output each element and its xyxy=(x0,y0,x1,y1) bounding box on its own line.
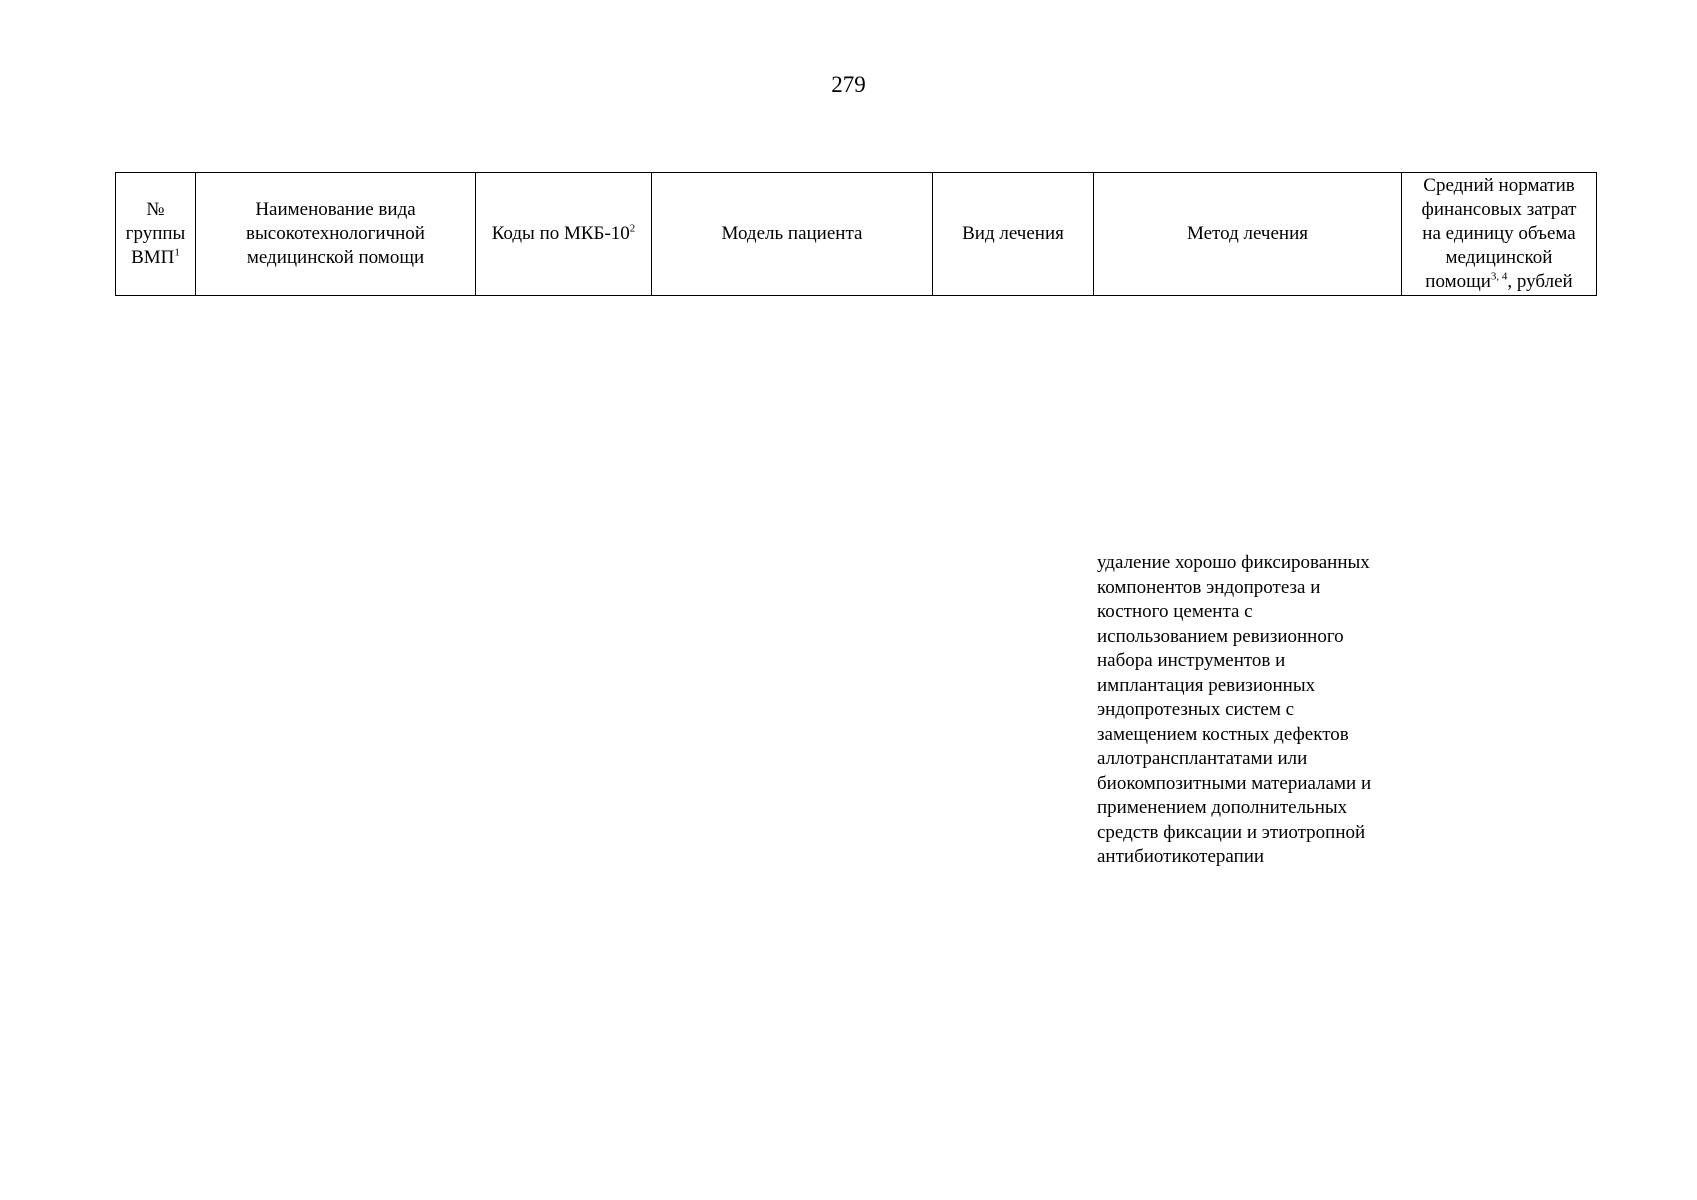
header-average-cost-line1: Средний норматив xyxy=(1423,175,1575,196)
method-text-line: эндопротезных систем с xyxy=(1097,699,1295,720)
header-icd-codes xyxy=(476,173,652,296)
footnote-marker-3-4: 3, 4 xyxy=(1490,270,1508,283)
method-text-line: удаление хорошо фиксированных xyxy=(1097,552,1370,573)
method-text-line: средств фиксации и этиотропной xyxy=(1097,821,1366,843)
header-average-cost-line4: медицинской xyxy=(1445,247,1553,268)
page-number: 279 xyxy=(831,72,866,97)
method-text-line: замещением костных дефектов xyxy=(1097,723,1349,745)
treatment-method-text xyxy=(1097,551,1397,870)
header-care-name-line1: Наименование вида xyxy=(255,199,416,220)
header-average-cost-suffix: , рублей xyxy=(1507,271,1573,292)
header-group-number-vmp: ВМП xyxy=(131,247,175,268)
header-average-cost-line5 xyxy=(1406,270,1592,294)
header-group-number-line2: группы xyxy=(125,223,186,244)
header-group-number-line1: № xyxy=(146,199,165,220)
header-icd-codes-text: Коды по МКБ-10 xyxy=(491,223,630,244)
header-average-cost-prefix: помощи xyxy=(1425,271,1491,292)
method-text-line: использованием ревизионного xyxy=(1097,625,1344,647)
method-text-line: костного цемента с xyxy=(1097,601,1253,622)
table-header xyxy=(115,172,1597,296)
header-average-cost xyxy=(1402,173,1597,296)
method-text-line: антибиотикотерапии xyxy=(1097,846,1265,867)
method-text-line: аллотрансплантатами или xyxy=(1097,748,1308,769)
method-text-line: имплантация ревизионных xyxy=(1097,674,1316,696)
header-treatment-type: Вид лечения xyxy=(933,173,1094,296)
header-care-name-line3: медицинской помощи xyxy=(246,247,425,268)
method-text-line: набора инструментов и xyxy=(1097,650,1286,671)
header-treatment-method: Метод лечения xyxy=(1094,173,1402,296)
footnote-marker-1: 1 xyxy=(174,246,180,259)
header-group-number xyxy=(116,173,196,296)
header-average-cost-line2: финансовых затрат xyxy=(1421,199,1577,220)
method-text-line: применением дополнительных xyxy=(1097,797,1348,818)
method-text-line: биокомпозитными материалами и xyxy=(1097,772,1372,794)
header-row xyxy=(116,173,1597,296)
header-group-number-line3 xyxy=(120,246,191,270)
header-average-cost-line3: на единицу объема xyxy=(1422,223,1576,244)
header-care-name xyxy=(196,173,476,296)
footnote-marker-2: 2 xyxy=(629,222,636,235)
method-text-line: компонентов эндопротеза и xyxy=(1097,576,1321,598)
header-patient-model: Модель пациента xyxy=(652,173,933,296)
header-care-name-line2: высокотехнологичной xyxy=(246,223,425,244)
